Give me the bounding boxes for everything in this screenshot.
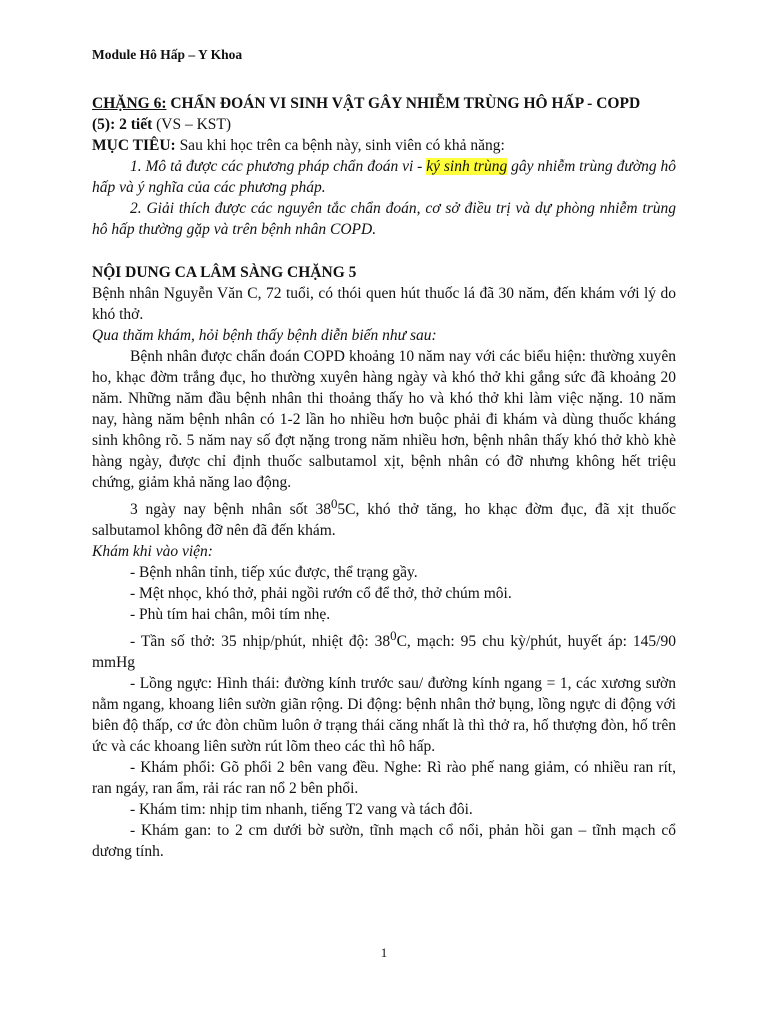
exam-item-4-superscript: 0: [390, 628, 397, 644]
objective-2: 2. Giải thích được các nguyên tắc chẩn đoán, cơ sở điều trị và dự phòng nhiễm trùng hô hấp thường gặp và trên bệnh nhân COPD.: [92, 200, 676, 238]
exam-item-4: [92, 625, 676, 673]
history-label: Qua thăm khám, hỏi bệnh thấy bệnh diễn biến như sau:: [92, 327, 437, 344]
chapter-duration-note: (VS – KST): [152, 116, 232, 133]
chapter-title-text: CHẨN ĐOÁN VI SINH VẬT GÂY NHIỄM TRÙNG HÔ HẤP - COPD: [166, 95, 641, 112]
chapter-title: [92, 93, 676, 114]
exam-item-8: - Khám gan: to 2 cm dưới bờ sườn, tĩnh mạch cổ nổi, phản hồi gan – tĩnh mạch cổ dương tính.: [92, 822, 676, 861]
objectives-intro-text: Sau khi học trên ca bệnh này, sinh viên có khả năng:: [175, 137, 505, 154]
objective-1-text-b: gây nhiễm trùng đường hô hấp và ý nghĩa của các phương pháp.: [92, 158, 677, 196]
page-number: 1: [380, 945, 388, 960]
history-p2-text-b: 5C, khó thở tăng, ho khạc đờm đục, đã xịt thuốc salbutamol không đỡ nên đã đến khám.: [92, 501, 676, 540]
exam-item-6: - Khám phổi: Gõ phổi 2 bên vang đều. Nghe: Rì rào phế nang giảm, có nhiều ran rít, ran ngáy, ran ẩm, rải rác ran nổ 2 bên phổi.: [92, 759, 676, 798]
exam-item-4-text-a: - Tần số thở: 35 nhịp/phút, nhiệt độ: 38: [130, 633, 391, 651]
exam-item-5: - Lồng ngực: Hình thái: đường kính trước sau/ đường kính ngang = 1, các xương sườn nằm ngang, khoang liên sườn giãn rộng. Di động: bệnh nhân thở bụng, lồng ngực di động với biên độ thấp, cơ ức đòn chũm luôn ở trạng thái căng nhất là thì thở ra, hố thượng đòn, hố trên ức và các khoang liên sườn rút lõm theo các thì hô hấp.: [92, 675, 676, 756]
exam-item-1: - Bệnh nhân tỉnh, tiếp xúc được, thể trạng gầy.: [130, 564, 418, 582]
objectives-label: MỤC TIÊU:: [92, 137, 176, 154]
chapter-duration-text: (5): 2 tiết: [92, 116, 153, 133]
history-paragraph-1: Bệnh nhân được chẩn đoán COPD khoảng 10 năm nay với các biểu hiện: thường xuyên ho, khạc đờm trắng đục, ho thường xuyên hàng ngày và khó thở khi gắng sức đã khoảng 20 năm. Những năm đầu bệnh nhân thi thoảng thấy ho và khó thở khi làm việc nặng. 10 năm nay, hàng năm bệnh nhân có 1-2 lần ho nhiều hơn buộc phải đi khám và dùng thuốc kháng sinh không rõ. 5 năm nay số đợt nặng trong năm nhiều hơn, bệnh nhân thấy khó thở khò khè hàng ngày, được chỉ định thuốc salbutamol xịt, bệnh nhân có đỡ nhưng không hết triệu chứng, giảm khả năng lao động.: [92, 348, 676, 491]
exam-item-4-text-b: C, mạch: 95 chu kỳ/phút, huyết áp: 145/90 mmHg: [92, 633, 676, 672]
history-p2-text-a: 3 ngày nay bệnh nhân sốt 38: [130, 501, 331, 519]
history-p2-superscript: 0: [330, 496, 338, 511]
exam-item-2: - Mệt nhọc, khó thở, phải ngồi rướn cổ để thở, thở chúm môi.: [130, 585, 512, 603]
case-section-title: NỘI DUNG CA LÂM SÀNG CHẶNG 5: [92, 264, 357, 281]
case-intro: Bệnh nhân Nguyễn Văn C, 72 tuổi, có thói quen hút thuốc lá đã 30 năm, đến khám với lý do khó thở.: [92, 285, 676, 323]
objective-1: [92, 156, 676, 198]
exam-label: Khám khi vào viện:: [92, 543, 213, 561]
exam-item-7: - Khám tim: nhịp tim nhanh, tiếng T2 vang và tách đôi.: [130, 801, 473, 819]
running-header: Module Hô Hấp – Y Khoa: [92, 47, 243, 62]
history-paragraph-2: [92, 493, 676, 541]
page-content: [92, 44, 676, 862]
highlighted-text: ký sinh trùng: [426, 158, 508, 175]
exam-item-3: - Phù tím hai chân, môi tím nhẹ.: [130, 606, 331, 624]
chapter-label: CHẶNG 6:: [92, 95, 167, 112]
objectives-intro: [92, 135, 676, 156]
chapter-duration: [92, 114, 676, 135]
objective-1-text-a: 1. Mô tả được các phương pháp chẩn đoán vi -: [130, 158, 427, 175]
